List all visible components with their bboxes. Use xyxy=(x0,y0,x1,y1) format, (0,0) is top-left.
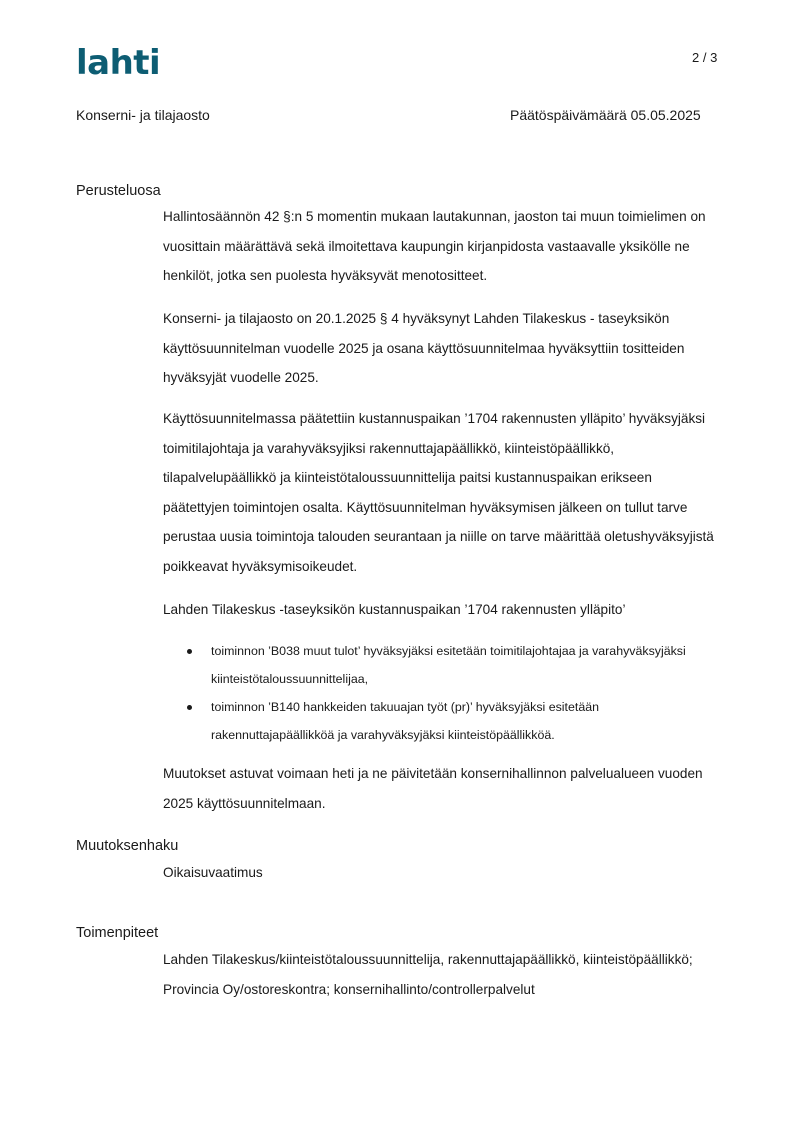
bullet-icon xyxy=(187,649,192,654)
decision-date: Päätöspäivämäärä 05.05.2025 xyxy=(510,107,701,123)
paragraph-5: Muutokset astuvat voimaan heti ja ne päivitetään konsernihallinnon palvelualueen vuoden 2025 käyttösuunnitelmaan. xyxy=(163,766,703,811)
actions-text: Lahden Tilakeskus/kiinteistötaloussuunnittelija, rakennuttajapäällikkö, kiinteistöpäällikkö; Provincia Oy/ostoreskontra; konsernihallinto/controllerpalvelut xyxy=(163,952,693,997)
paragraph-3: Käyttösuunnitelmassa päätettiin kustannuspaikan ’1704 rakennusten ylläpito’ hyväksyjäksi toimitilajohtaja ja varahyväksyjiksi rakennuttajapäällikkö, kiinteistöpäällikkö, tilapalvelupäällikkö ja kiinteistötaloussuunnittelija paitsi kustannuspaikan erikseen päätettyjen toimintojen osalta. Käyttösuunnitelman hyväksymisen jälkeen on tullut tarve perustaa uusia toimintoja talouden seurantaan ja niille on tarve määrittää oletushyväksyjistä poikkeavat hyväksymisoikeudet. xyxy=(163,411,714,574)
section-heading-toimenpiteet: Toimenpiteet xyxy=(76,925,159,941)
bullet-icon xyxy=(187,705,192,710)
bullet-text: toiminnon ’B140 hankkeiden takuuajan työt (pr)’ hyväksyjäksi esitetään rakennuttajapäällikköä ja varahyväksyjäksi kiinteistöpäällikköä. xyxy=(211,700,599,742)
section-heading-perusteluosa: Perusteluosa xyxy=(76,183,161,199)
appeal-text: Oikaisuvaatimus xyxy=(163,865,263,880)
paragraph-2: Konserni- ja tilajaosto on 20.1.2025 § 4 hyväksynyt Lahden Tilakeskus - taseyksikön käyttösuunnitelman vuodelle 2025 ja osana käyttösuunnitelmaa hyväksyttiin tositteiden hyväksyjät vuodelle 2025. xyxy=(163,311,685,385)
bullet-item xyxy=(163,637,713,693)
bullet-list xyxy=(163,637,713,749)
section-heading-muutoksenhaku: Muutoksenhaku xyxy=(76,838,179,854)
bullet-text: toiminnon ’B038 muut tulot’ hyväksyjäksi esitetään toimitilajohtajaa ja varahyväksyjäksi kiinteistötaloussuunnittelijaa, xyxy=(211,644,686,686)
organ-name: Konserni- ja tilajaosto xyxy=(76,107,210,123)
paragraph-4: Lahden Tilakeskus -taseyksikön kustannuspaikan ’1704 rakennusten ylläpito’ xyxy=(163,602,626,617)
page-number: 2 / 3 xyxy=(692,50,718,65)
lahti-logo: lahti xyxy=(76,43,161,83)
bullet-item xyxy=(163,693,713,749)
paragraph-1: Hallintosäännön 42 §:n 5 momentin mukaan lautakunnan, jaoston tai muun toimielimen on vuosittain määrättävä sekä ilmoitettava kaupungin kirjanpidosta vastaavalle yksikölle ne henkilöt, jotka sen puolesta hyväksyvät menotositteet. xyxy=(163,209,706,283)
